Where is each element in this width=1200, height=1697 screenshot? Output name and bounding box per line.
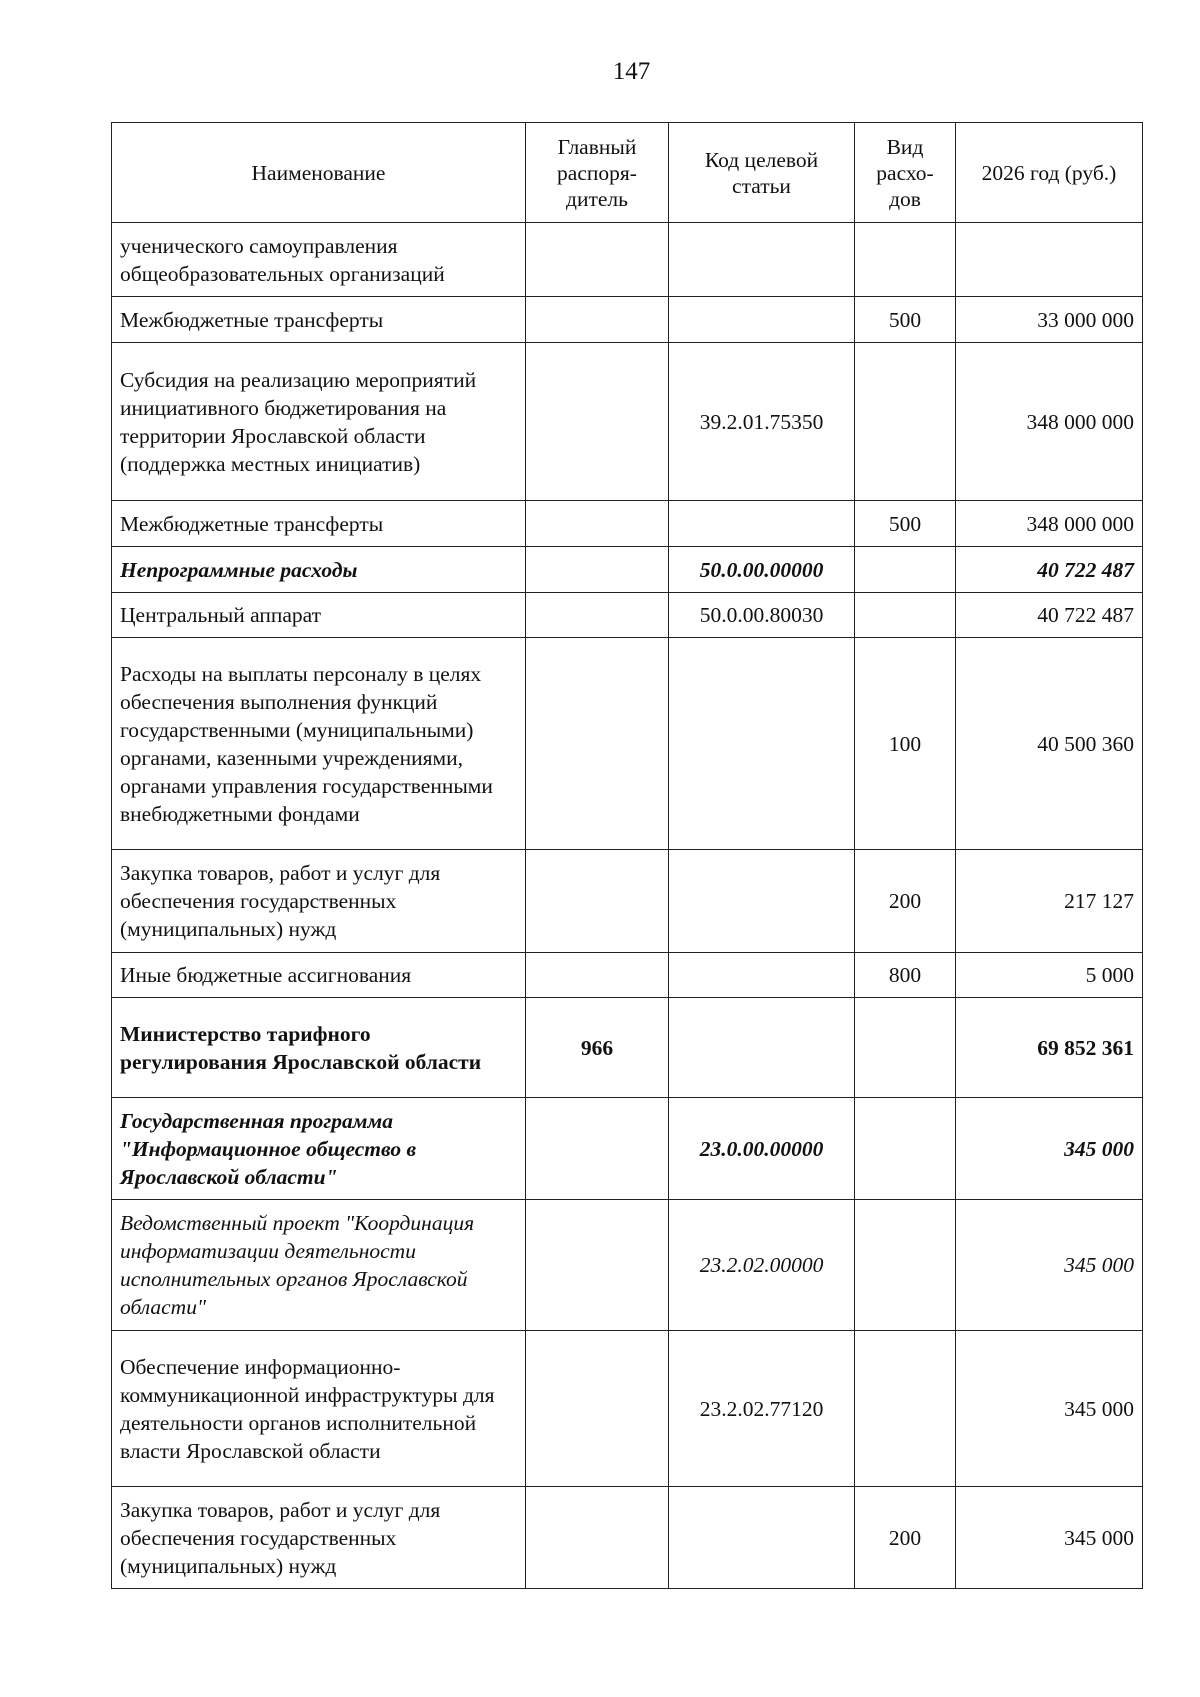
cell-amount: 348 000 000 [956, 343, 1143, 501]
cell-manager [526, 850, 669, 953]
table-row [112, 1200, 1143, 1331]
cell-code [669, 223, 855, 297]
cell-amount: 40 722 487 [956, 547, 1143, 593]
table-row [112, 1487, 1143, 1589]
cell-manager [526, 1331, 669, 1487]
table-header-row [112, 123, 1143, 223]
table-row [112, 343, 1143, 501]
cell-name: Закупка товаров, работ и услуг для обеспечения государственных (муниципальных) нужд [112, 1487, 526, 1589]
cell-type: 200 [855, 1487, 956, 1589]
cell-manager [526, 343, 669, 501]
table-row [112, 593, 1143, 638]
cell-name: Субсидия на реализацию мероприятий инициативного бюджетирования на территории Ярославской области (поддержка местных инициатив) [112, 343, 526, 501]
cell-type: 800 [855, 953, 956, 998]
cell-code [669, 850, 855, 953]
cell-amount: 217 127 [956, 850, 1143, 953]
cell-amount: 40 500 360 [956, 638, 1143, 850]
cell-type: 500 [855, 297, 956, 343]
cell-manager [526, 593, 669, 638]
cell-code: 39.2.01.75350 [669, 343, 855, 501]
cell-amount: 5 000 [956, 953, 1143, 998]
table-row [112, 223, 1143, 297]
header-name: Наименование [112, 123, 526, 223]
cell-code [669, 297, 855, 343]
cell-manager [526, 1200, 669, 1331]
cell-type: 500 [855, 501, 956, 547]
cell-code [669, 998, 855, 1098]
cell-manager [526, 638, 669, 850]
cell-code: 23.2.02.00000 [669, 1200, 855, 1331]
cell-type: 200 [855, 850, 956, 953]
cell-name: Ведомственный проект "Координация информатизации деятельности исполнительных органов Ярославской области" [112, 1200, 526, 1331]
table-row [112, 297, 1143, 343]
cell-name: Центральный аппарат [112, 593, 526, 638]
header-code: Код целевой статьи [669, 123, 855, 223]
cell-code: 23.0.00.00000 [669, 1098, 855, 1200]
cell-name: Государственная программа "Информационное общество в Ярославской области" [112, 1098, 526, 1200]
cell-manager [526, 297, 669, 343]
cell-amount: 345 000 [956, 1200, 1143, 1331]
cell-amount: 69 852 361 [956, 998, 1143, 1098]
table-row [112, 998, 1143, 1098]
table-row [112, 501, 1143, 547]
cell-amount: 345 000 [956, 1331, 1143, 1487]
cell-type [855, 343, 956, 501]
header-amount: 2026 год (руб.) [956, 123, 1143, 223]
cell-manager [526, 501, 669, 547]
cell-type [855, 998, 956, 1098]
cell-manager [526, 223, 669, 297]
cell-amount: 33 000 000 [956, 297, 1143, 343]
header-manager: Главный распоря-дитель [526, 123, 669, 223]
cell-manager [526, 547, 669, 593]
cell-manager [526, 953, 669, 998]
cell-amount [956, 223, 1143, 297]
cell-name: Закупка товаров, работ и услуг для обеспечения государственных (муниципальных) нужд [112, 850, 526, 953]
cell-name: Министерство тарифного регулирования Ярославской области [112, 998, 526, 1098]
cell-manager: 966 [526, 998, 669, 1098]
cell-manager [526, 1487, 669, 1589]
cell-amount: 40 722 487 [956, 593, 1143, 638]
cell-type [855, 1331, 956, 1487]
cell-amount: 345 000 [956, 1098, 1143, 1200]
cell-type [855, 547, 956, 593]
table-row [112, 1331, 1143, 1487]
cell-manager [526, 1098, 669, 1200]
cell-name: Иные бюджетные ассигнования [112, 953, 526, 998]
cell-type [855, 1098, 956, 1200]
cell-code [669, 1487, 855, 1589]
cell-name: Межбюджетные трансферты [112, 501, 526, 547]
page-number: 147 [612, 58, 651, 85]
cell-type: 100 [855, 638, 956, 850]
cell-name: ученического самоуправления общеобразовательных организаций [112, 223, 526, 297]
cell-type [855, 1200, 956, 1331]
cell-name: Расходы на выплаты персоналу в целях обеспечения выполнения функций государственными (муниципальными) органами, казенными учреждениями, органами управления государственными внебюджетными фондами [112, 638, 526, 850]
cell-type [855, 593, 956, 638]
cell-amount: 345 000 [956, 1487, 1143, 1589]
cell-type [855, 223, 956, 297]
table-row [112, 638, 1143, 850]
header-type: Вид расхо-дов [855, 123, 956, 223]
budget-table [111, 122, 1143, 1589]
cell-code: 50.0.00.80030 [669, 593, 855, 638]
cell-code [669, 501, 855, 547]
cell-code: 50.0.00.00000 [669, 547, 855, 593]
cell-name: Межбюджетные трансферты [112, 297, 526, 343]
table-row [112, 547, 1143, 593]
cell-code [669, 953, 855, 998]
cell-code: 23.2.02.77120 [669, 1331, 855, 1487]
cell-name: Непрограммные расходы [112, 547, 526, 593]
table-row [112, 953, 1143, 998]
cell-name: Обеспечение информационно-коммуникационной инфраструктуры для деятельности органов исполнительной власти Ярославской области [112, 1331, 526, 1487]
table-row [112, 850, 1143, 953]
cell-amount: 348 000 000 [956, 501, 1143, 547]
cell-code [669, 638, 855, 850]
table-row [112, 1098, 1143, 1200]
